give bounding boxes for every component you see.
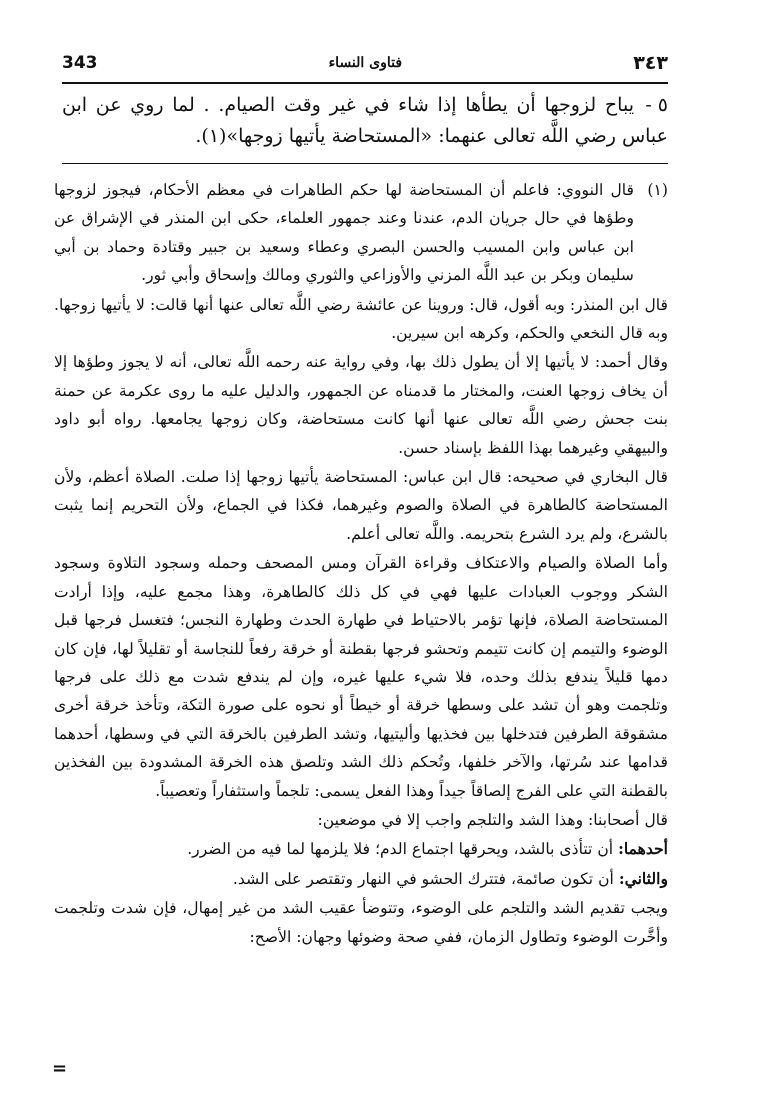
main-text [62, 90, 668, 152]
footnote-paragraph: وقال أحمد: لا يأتيها إلا أن يطول ذلك بها، وفي رواية عنه رحمه اللَّه تعالى، أنه لا يجوز وطؤها إلا أن يخاف زوجها العنت، والمختار ما قدمناه عن الجمهور، والدليل عليه ما روى عكرمة عن حمنة بنت جحش رضي اللَّه تعالى عنها أنها كانت مستحاضة، وكان زوجها يجامعها. رواه أبو داود والبيهقي وغيرهما بهذا اللفظ بإسناد حسن. [54, 353, 668, 457]
footnote-text: قال النووي: فاعلم أن المستحاضة لها حكم الطاهرات في معظم الأحكام، فيجوز لزوجها وطؤها في حال جريان الدم، عندنا وعند جمهور العلماء، حكى ابن المنذر في الإشراق عن ابن عباس وابن المسيب والحسن البصري وعطاء وسعيد بن جبير وقتادة وحماد بن أبي سليمان وبكر بن عبد اللَّه المزني والأوزاعي والثوري ومالك وإسحاق وأبي ثور. [54, 181, 634, 285]
footnote-paragraph [54, 176, 668, 290]
footnote-paragraph [54, 835, 668, 863]
continuation-mark: = [52, 1058, 68, 1079]
main-item [62, 90, 668, 152]
footnote-paragraph: قال أصحابنا: وهذا الشد والتلجم واجب إلا في موضعين: [317, 810, 668, 829]
running-title: فتاوى النساء [328, 55, 403, 71]
footnote-paragraph: قال ابن المنذر: وبه أقول، قال: وروينا عن عائشة رضي اللَّه تعالى عنها أنها قالت: لا يأتيها زوجها. وبه قال النخعي والحكم، وكرهه ابن سيرين. [54, 295, 668, 343]
header-rule [62, 82, 668, 84]
item-number: ٥ - [645, 94, 668, 116]
footnote-paragraph: قال البخاري في صحيحه: قال ابن عباس: المستحاضة يأتيها زوجها إذا صلت. الصلاة أعظم، ولأن المستحاضة كالطاهرة في الصلاة والصوم وغيرهما، فكذا في الجماع، ولأن التحريم إنما يثبت بالشرع، ولم يرد الشرع بتحريمه. واللَّه تعالى أعلم. [54, 468, 668, 543]
page-number-arabic: ٣٤٣ [633, 52, 668, 74]
footnote-separator [62, 163, 668, 164]
main-item-text: يباح لزوجها أن يطأها إذا شاء في غير وقت الصيام. . لما روي عن ابن عباس رضي اللَّه تعالى عنهما: «المستحاضة يأتيها زوجها»(١). [62, 94, 668, 147]
footnote-label: والثاني: [618, 868, 668, 888]
footnote-text: أن تتأذى بالشد، ويحرقها اجتماع الدم؛ فلا يلزمها لما فيه من الضرر. [187, 840, 614, 859]
footnote-number: (١) [647, 181, 668, 199]
page-header [62, 48, 668, 78]
footnotes [54, 176, 668, 952]
footnote-text: أن تكون صائمة، فتترك الحشو في النهار وتقتصر على الشد. [232, 869, 614, 888]
footnote-label: أحدهما: [618, 839, 668, 859]
footnote-paragraph: وأما الصلاة والصيام والاعتكاف وقراءة القرآن ومس المصحف وحمله وسجود التلاوة وسجود الشكر ووجوب العبادات عليها فهي في كل ذلك كالطاهرة، وهذا مجمع عليه، وإذا أرادت المستحاضة الصلاة، فإنها تؤمر بالاحتياط في طهارة الحدث وطهارة النجس؛ فتغسل فرجها قبل الوضوء والتيمم إن كانت تتيمم وتحشو فرجها بقطنة أو خرقة رفعاً للنجاسة أو تقليلاً لها، فإن كان دمها قليلاً يندفع بذلك وحده، فلا شيء عليها غيره، وإن لم يندفع شدت مع ذلك على فرجها وتلجمت وهو أن تشد على وسطها خرقة أو خيطاً أو نحوه على صورة التكة، وتأخذ خرقة أخرى مشقوقة الطرفين فتدخلها بين فخذيها وأليتيها، وتشد الطرفين بالخرقة التي في وسطها، أحدهما قدامها عند سُرتها، والآخر خلفها، وتُحكم ذلك الشد وتلصق هذه الخرقة المشدودة بين الفخذين بالقطنة التي على الفرج إلصاقاً جيداً وهذا الفعل يسمى: تلجماً واستثفاراً وتعصيباً. [54, 554, 668, 800]
page-number-latin: 343 [62, 53, 98, 73]
footnote-paragraph: ويجب تقديم الشد والتلجم على الوضوء، وتتوضأ عقيب الشد من غير إمهال، فإن شدت وتلجمت وأخَّرت الوضوء وتطاول الزمان، ففي صحة وضوئها وجهان: الأصح: [54, 899, 668, 946]
footnote-paragraph [54, 865, 668, 893]
